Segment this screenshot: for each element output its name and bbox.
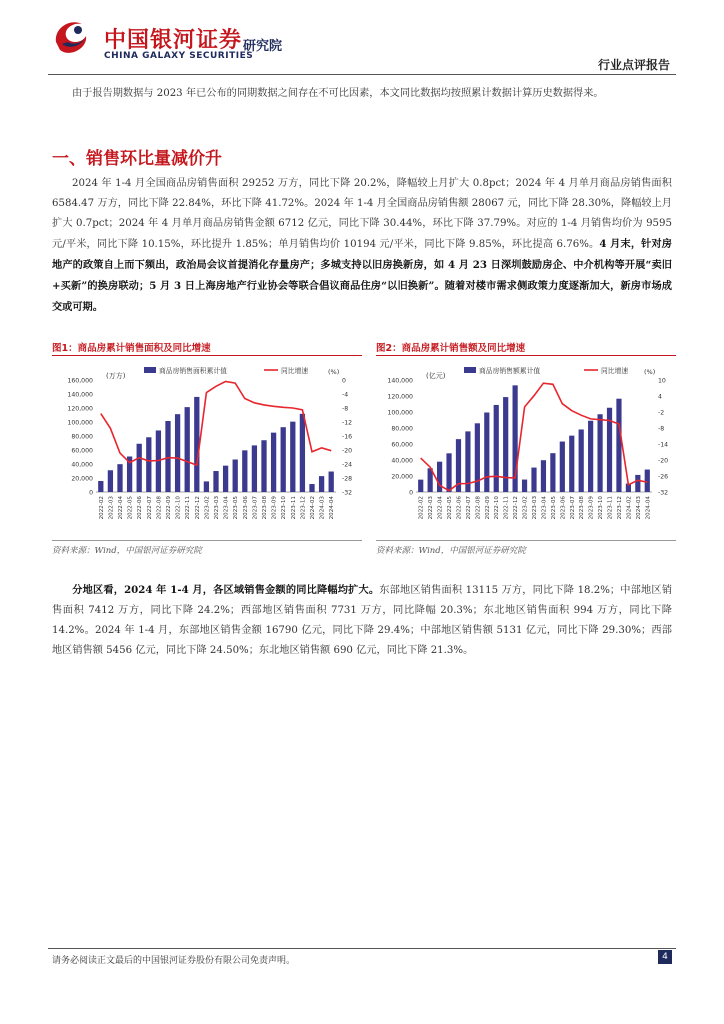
data-bar: [597, 414, 602, 492]
section-title: 一、销售环比量减价升: [52, 149, 222, 169]
data-bar: [550, 453, 555, 492]
x-tick-label: 2022-06: [137, 496, 144, 520]
left-unit-label: (亿元): [426, 372, 446, 380]
y2-tick-label: 0: [342, 377, 346, 385]
x-tick-label: 2022-07: [146, 496, 153, 520]
x-tick-label: 2022-02: [98, 496, 105, 520]
y-tick-label: 140,000: [67, 391, 93, 399]
x-tick-label: 2023-09: [588, 496, 595, 520]
x-tick-label: 2022-08: [156, 496, 163, 520]
data-bar: [98, 481, 103, 492]
figure1-source-rule: [52, 540, 362, 541]
data-bar: [281, 427, 286, 492]
legend-line-label: 同比增速: [281, 367, 309, 375]
data-bar: [165, 421, 170, 492]
figure2-title: 图2：商品房累计销售额及同比增速: [376, 343, 526, 354]
x-tick-label: 2023-05: [233, 496, 240, 520]
data-bar: [252, 445, 257, 492]
y-tick-label: 160,000: [67, 377, 93, 385]
x-tick-label: 2022-03: [108, 496, 115, 520]
report-type-label: 行业点评报告: [597, 58, 670, 72]
y-tick-label: 0: [409, 489, 413, 497]
y2-tick-label: -26: [658, 473, 669, 481]
x-tick-label: 2022-09: [166, 496, 172, 520]
x-tick-label: 2024-04: [645, 496, 652, 520]
regional-detail-text: 东部地区销售面积 13115 万方，同比下降 18.2%；中部地区销售面积 7412 万方，同比下降 24.2%；西部地区销售面积 7731 万方，同比降幅 20.3%；东北地区销售面积 994 万方，同比下降 14.2%。2024 年 1-4 月，东部地区销售金额 16790 亿元，同比下降 29.4%；中部地区销售额 5131 亿元，同比下降 29.30%；西部地区销售额 5456 亿元，同比下降 24.50%；东北地区销售额 690 亿元，同比下降 21.3%。: [52, 585, 673, 656]
data-bar: [531, 468, 536, 492]
regional-paragraph: [52, 580, 672, 661]
y2-tick-label: -28: [342, 475, 353, 483]
x-tick-label: 2022-11: [185, 496, 192, 520]
y2-tick-label: -24: [342, 461, 353, 469]
x-tick-label: 2023-10: [598, 496, 605, 520]
y-tick-label: 60,000: [71, 447, 93, 455]
data-bar: [494, 405, 499, 492]
data-bar: [290, 422, 295, 492]
x-tick-label: 2023-09: [271, 496, 278, 520]
left-unit-label: (万方): [106, 372, 126, 380]
data-bar: [146, 437, 151, 492]
x-tick-label: 2024-02: [626, 496, 633, 520]
data-bar: [137, 444, 142, 492]
x-tick-label: 2022-02: [418, 496, 425, 520]
data-bar: [117, 464, 122, 492]
x-tick-label: 2023-06: [242, 496, 249, 520]
x-tick-label: 2022-04: [437, 496, 444, 520]
x-tick-label: 2022-12: [194, 496, 201, 520]
data-bar: [271, 433, 276, 492]
x-tick-label: 2023-02: [204, 496, 211, 520]
y2-tick-label: -4: [342, 391, 349, 399]
data-bar: [204, 481, 209, 492]
data-bar: [541, 460, 546, 492]
x-tick-label: 2022-06: [456, 496, 463, 520]
x-tick-label: 2023-12: [616, 496, 623, 520]
x-tick-label: 2023-08: [579, 496, 586, 520]
data-bar: [309, 484, 314, 492]
legend-bar-swatch: [464, 367, 476, 373]
data-bar: [569, 436, 574, 492]
x-tick-label: 2023-04: [541, 496, 548, 520]
data-bar: [616, 399, 621, 492]
x-tick-label: 2022-04: [118, 496, 124, 520]
data-bar: [108, 470, 113, 492]
y2-tick-label: -16: [342, 433, 353, 441]
department-label: 研究院: [243, 39, 283, 54]
y2-tick-label: -20: [342, 447, 353, 455]
y-tick-label: 20,000: [391, 473, 413, 481]
data-bar: [185, 407, 190, 492]
data-bar: [522, 480, 527, 492]
sales-summary-text: 2024 年 1-4 月全国商品房销售面积 29252 万方，同比下降 20.2%，降幅较上月扩大 0.8pct；2024 年 4 月单月商品房销售面积 6584.47 万方，同比下降 22.84%，环比下降 41.72%。2024 年 1-4 月全国商品房销售额 28067 元，同比下降 28.30%，降幅较上月扩大 0.7pct；2024 年 4 月单月商品房销售金额 6712 亿元，同比下降 30.44%，环比下降 37.79%。对应的 1-4 月销售均价为 9595 元/平米，同比下降 10.15%，环比提升 1.85%；单月销售均价 10194 元/平米，同比下降 9.85%，环比提高 6.76%。: [52, 178, 672, 250]
legend-bar-label: 商品房销售额累计值: [479, 367, 541, 375]
data-bar: [233, 459, 238, 492]
x-tick-label: 2023-11: [290, 496, 297, 520]
y-tick-label: 80,000: [71, 433, 93, 441]
y-tick-label: 60,000: [391, 441, 413, 449]
y2-tick-label: -2: [658, 409, 665, 417]
x-tick-label: 2022-05: [447, 496, 454, 520]
data-bar: [194, 397, 199, 492]
data-bar: [418, 480, 423, 492]
logo-chinese-name: 中国银河证券: [104, 28, 243, 53]
regional-highlight-text: 分地区看，2024 年 1-4 月，各区域销售金额的同比降幅均扩大。: [72, 584, 380, 596]
x-tick-label: 2023-11: [607, 496, 614, 520]
x-tick-label: 2024-04: [329, 496, 336, 520]
y2-tick-label: -32: [658, 489, 669, 497]
y-tick-label: 120,000: [67, 405, 93, 413]
data-bar: [329, 472, 334, 492]
x-tick-label: 2022-09: [484, 496, 491, 520]
data-bar: [446, 453, 451, 492]
y-tick-label: 140,000: [387, 377, 413, 385]
x-tick-label: 2024-03: [319, 496, 326, 520]
x-tick-label: 2023-10: [281, 496, 288, 520]
figure1-title: 图1：商品房累计销售面积及同比增速: [52, 343, 211, 354]
legend-line-label: 同比增速: [601, 367, 629, 375]
data-bar: [223, 466, 228, 492]
y2-tick-label: -8: [342, 405, 349, 413]
x-tick-label: 2023-04: [223, 496, 230, 520]
legend-bar-label: 商品房销售面积累计值: [159, 367, 227, 375]
data-bar: [300, 414, 305, 492]
x-tick-label: 2022-05: [127, 496, 134, 520]
x-tick-label: 2022-03: [428, 496, 435, 520]
data-bar: [242, 450, 247, 492]
data-bar: [484, 412, 489, 492]
data-bar: [175, 414, 180, 492]
figure1-source: 资料来源：Wind，中国银河证券研究院: [52, 546, 202, 556]
figure2-source-rule: [376, 540, 676, 541]
x-tick-label: 2024-02: [310, 496, 316, 520]
y-tick-label: 100,000: [67, 419, 93, 427]
x-tick-label: 2022-08: [475, 496, 482, 520]
policy-highlight-text: 4 月末，针对房地产的政策自上而下频出，政治局会议首提消化存量房产；多城支持以旧房换新房，如 4 月 23 日深圳鼓励房企、中介机构等开展“卖旧+买新”的换房联动；5 月 3 日上海房地产行业协会等联合倡议商品住房“以旧换新”。随着对楼市需求侧政策力度逐渐加大，新房市场成交或可期。: [52, 238, 672, 313]
figure2-chart: [376, 360, 676, 538]
y2-tick-label: -14: [658, 441, 669, 449]
x-tick-label: 2022-10: [175, 496, 182, 520]
comparability-note: [52, 84, 672, 104]
x-tick-label: 2023-02: [522, 496, 529, 520]
x-tick-label: 2023-08: [262, 496, 268, 520]
figure2-source: 资料来源：Wind，中国银河证券研究院: [376, 546, 526, 556]
data-bar: [579, 429, 584, 492]
logo-english-name: CHINA GALAXY SECURITIES: [104, 51, 254, 61]
sales-summary-paragraph: [52, 174, 672, 318]
data-bar: [588, 421, 593, 492]
x-tick-label: 2022-07: [465, 496, 472, 520]
y2-tick-label: -20: [658, 457, 669, 465]
y2-tick-label: 10: [658, 377, 666, 385]
china-galaxy-logo-icon: [48, 14, 94, 60]
footer-divider: [48, 948, 676, 949]
y2-tick-label: 4: [658, 393, 662, 401]
y-tick-label: 20,000: [71, 475, 93, 483]
x-tick-label: 2022-11: [503, 496, 510, 520]
x-tick-label: 2024-03: [635, 496, 642, 520]
page-header: [0, 0, 724, 78]
y-tick-label: 120,000: [387, 393, 413, 401]
figure2-title-rule: [376, 355, 676, 356]
footer-disclaimer: 请务必阅读正文最后的中国银河证券股份有限公司免责声明。: [52, 956, 296, 966]
y2-tick-label: -8: [658, 425, 665, 433]
right-unit-label: (%): [328, 368, 340, 376]
data-bar: [213, 471, 218, 492]
y-tick-label: 80,000: [391, 425, 413, 433]
x-tick-label: 2023-03: [532, 496, 538, 520]
x-tick-label: 2023-06: [560, 496, 567, 520]
growth-rate-line: [101, 381, 331, 465]
note-text: 由于报告期数据与 2023 年已公布的同期数据之间存在不可比因素，本文同比数据均按照累计数据计算历史数据得来。: [72, 88, 604, 99]
data-bar: [635, 475, 640, 492]
y-tick-label: 40,000: [71, 461, 93, 469]
x-tick-label: 2022-10: [494, 496, 501, 520]
data-bar: [437, 462, 442, 492]
figure1-chart: [52, 360, 364, 538]
data-bar: [319, 476, 324, 492]
y2-tick-label: -32: [342, 489, 353, 497]
header-divider: [48, 74, 676, 75]
data-bar: [645, 470, 650, 492]
y-tick-label: 40,000: [391, 457, 413, 465]
legend-bar-swatch: [144, 367, 156, 373]
data-bar: [560, 442, 565, 492]
y2-tick-label: -12: [342, 419, 353, 427]
data-bar: [261, 440, 266, 492]
x-tick-label: 2023-03: [214, 496, 220, 520]
x-tick-label: 2023-07: [569, 496, 576, 520]
x-tick-label: 2023-07: [252, 496, 259, 520]
figure1-title-rule: [52, 355, 362, 356]
x-tick-label: 2022-12: [513, 496, 520, 520]
x-tick-label: 2023-05: [550, 496, 557, 520]
x-tick-label: 2023-12: [300, 496, 307, 520]
y-tick-label: 0: [89, 489, 93, 497]
y-tick-label: 100,000: [387, 409, 413, 417]
page-number: 4: [658, 950, 672, 964]
right-unit-label: (%): [644, 368, 656, 376]
